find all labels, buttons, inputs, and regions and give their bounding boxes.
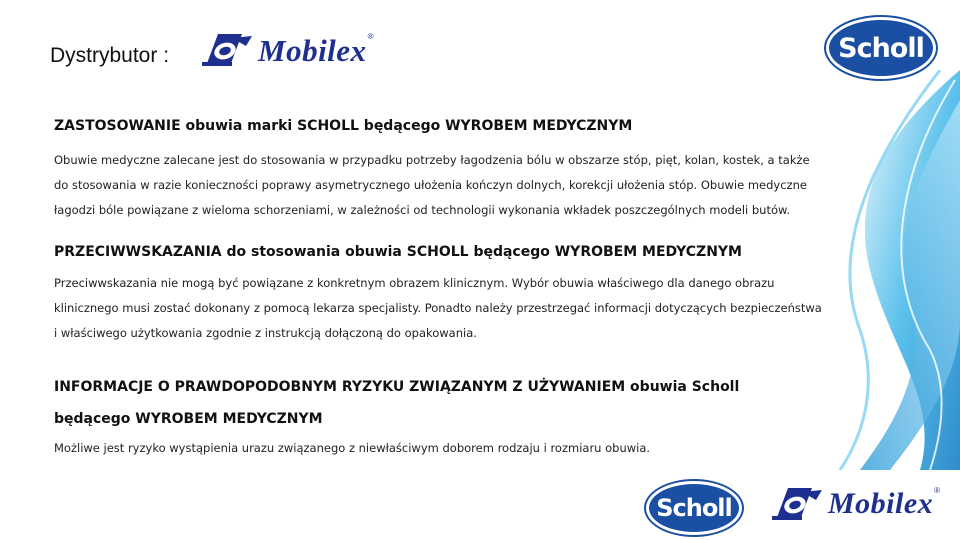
body-line: klinicznego musi zostać dokonany z pomocą lekarza specjalisty. Ponadto należy przestrzegać informacji dotyczących bezpieczeństwa xyxy=(54,301,822,315)
section-heading-przeciwwskazania: PRZECIWWSKAZANIA do stosowania obuwia SCHOLL będącego WYROBEM MEDYCZNYM xyxy=(54,244,742,260)
section-body-zastosowanie xyxy=(54,148,814,223)
scholl-logo-bottom xyxy=(646,481,742,535)
section-heading-zastosowanie: ZASTOSOWANIE obuwia marki SCHOLL będącego WYROBEM MEDYCZNYM xyxy=(54,118,633,134)
body-line: łagodzi bóle powiązane z wieloma schorzeniami, w zależności od technologii wykonania wkładek poszczególnych modeli butów. xyxy=(54,203,791,217)
mobilex-logo-bottom xyxy=(772,486,940,522)
decorative-wave-graphic xyxy=(830,70,960,470)
scholl-wordmark: Scholl xyxy=(656,494,732,522)
body-line: do stosowania w razie konieczności poprawy asymetrycznego ułożenia kończyn dolnych, korekcji ułożenia stóp. Obuwie medyczne xyxy=(54,178,807,192)
registered-mark: ® xyxy=(934,486,941,495)
distributor-label: Dystrybutor : xyxy=(50,44,170,67)
section-body-przeciwwskazania xyxy=(54,271,824,346)
scholl-wordmark: Scholl xyxy=(838,32,924,64)
mobilex-emblem-icon xyxy=(202,32,254,68)
section-body-ryzyko xyxy=(54,438,814,458)
body-line: Możliwe jest ryzyko wystąpienia urazu związanego z niewłaściwym doborem rodzaju i rozmiaru obuwia. xyxy=(54,441,651,455)
mobilex-wordmark: Mobilex xyxy=(828,487,934,520)
mobilex-wordmark: Mobilex xyxy=(258,32,367,68)
section-heading-ryzyko xyxy=(54,371,754,435)
registered-mark: ® xyxy=(367,32,374,41)
mobilex-emblem-icon xyxy=(772,486,824,522)
mobilex-logo-top xyxy=(202,32,373,68)
body-line: i właściwego użytkowania zgodnie z instrukcją dołączoną do opakowania. xyxy=(54,326,477,340)
heading-line: INFORMACJE O PRAWDOPODOBNYM RYZYKU ZWIĄZANYM Z UŻYWANIEM obuwia Scholl xyxy=(54,379,740,395)
body-line: Przeciwwskazania nie mogą być powiązane z konkretnym obrazem klinicznym. Wybór obuwia właściwego dla danego obrazu xyxy=(54,276,775,290)
body-line: Obuwie medyczne zalecane jest do stosowania w przypadku potrzeby łagodzenia bólu w obszarze stóp, pięt, kolan, kostek, a także xyxy=(54,153,810,167)
heading-line: będącego WYROBEM MEDYCZNYM xyxy=(54,411,323,427)
